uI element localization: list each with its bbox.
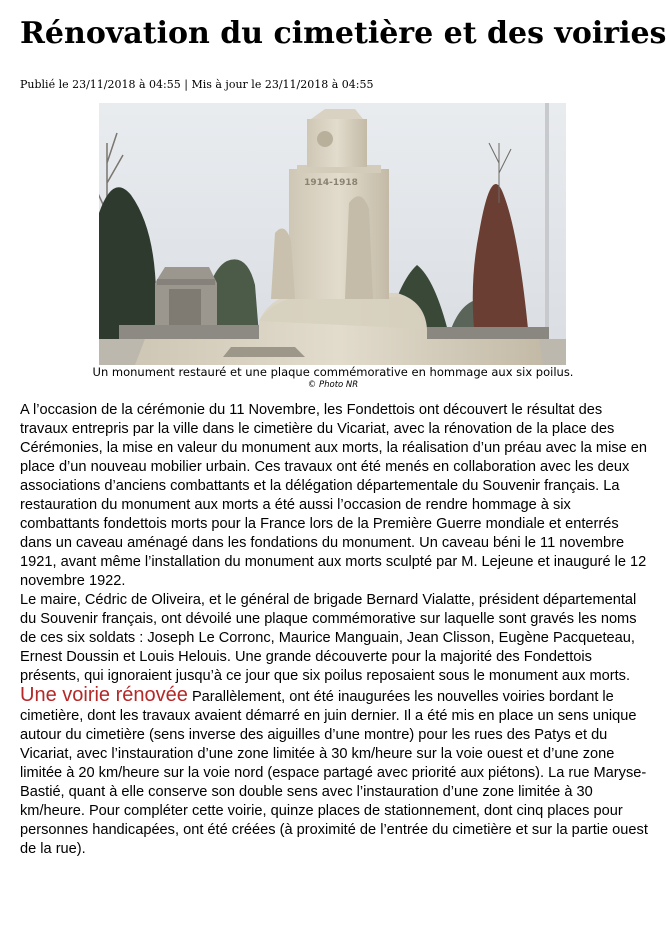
article-body bbox=[20, 401, 648, 859]
article-title: Rénovation du cimetière et des voiries bbox=[20, 16, 666, 51]
photo-caption: Un monument restauré et une plaque commémorative en hommage aux six poilus. bbox=[92, 365, 574, 379]
chapel-left bbox=[155, 267, 217, 335]
body-paragraph-2: Le maire, Cédric de Oliveira, et le général de brigade Bernard Vialatte, président départemental du Souvenir français, ont dévoilé une plaque commémorative sur laquelle sont gravés les noms de ces six soldats : Joseph Le Corronc, Maurice Manguain, Jean Clisson, Eugène Pacqueteau, Ernest Doussin et Louis Helouis. Une grande découverte pour la majorité des Fondettois présents, qui ignoraient jusqu’à ce jour que six poilus reposaient sous le monument aux morts. bbox=[20, 592, 637, 684]
body-paragraph-1: A l’occasion de la cérémonie du 11 Novembre, les Fondettois ont découvert le résultat des travaux entrepris par la ville dans le cimetière du Vicariat, avec la rénovation de la place des Cérémonies, la mise en valeur du monument aux morts, la réalisation d’un préau avec la mise en place d’un nouveau mobilier urbain. Ces travaux ont été menés en collaboration avec les deux associations d’anciens combattants et la délégation départementale du Souvenir français. La restauration du monument aux morts a été aussi l’occasion de rendre hommage à six combattants fondettois morts pour la France lors de la Première Guerre mondiale et enterrés dans un caveau aménagé dans les fondations du monument. Un caveau béni le 11 novembre 1921, avant même l’installation du monument aux morts sculpté par M. Lejeune et inauguré le 12 novembre 1922. bbox=[20, 402, 648, 589]
body-paragraph-3 bbox=[20, 686, 648, 859]
monument-inscription: 1914-1918 bbox=[304, 178, 358, 188]
monument-photo-illustration bbox=[99, 103, 566, 365]
publication-meta: Publié le 23/11/2018 à 04:55 | Mis à jour le 23/11/2018 à 04:55 bbox=[20, 78, 374, 91]
article-photo bbox=[99, 103, 566, 365]
section-subheading: Une voirie rénovée bbox=[20, 684, 188, 706]
body-paragraph-3-text: Parallèlement, ont été inaugurées les nouvelles voiries bordant le cimetière, dont les travaux avaient démarré en juin dernier. Il a été mis en place un sens unique autour du cimetière (sens inverse des aiguilles d’une montre) pour les rues des Patys et du Vicariat, avec l’instauration d’une zone limitée à 30 km/heure sur la voie ouest et d’une zone limitée à 20 km/heure sur la voie nord (espace partagé avec priorité aux piétons). La rue Maryse-Bastié, quant à elle conserve son double sens avec l’instauration d’une zone limitée à 30 km/heure. Pour compléter cette voirie, quinze places de stationnement, dont cinq places pour personnes handicapées, ont été créées (à proximité de l’entrée du cimetière et sur la partie ouest de la rue). bbox=[20, 689, 648, 857]
photo-credit: © Photo NR bbox=[307, 380, 359, 390]
flagpole bbox=[545, 103, 549, 365]
